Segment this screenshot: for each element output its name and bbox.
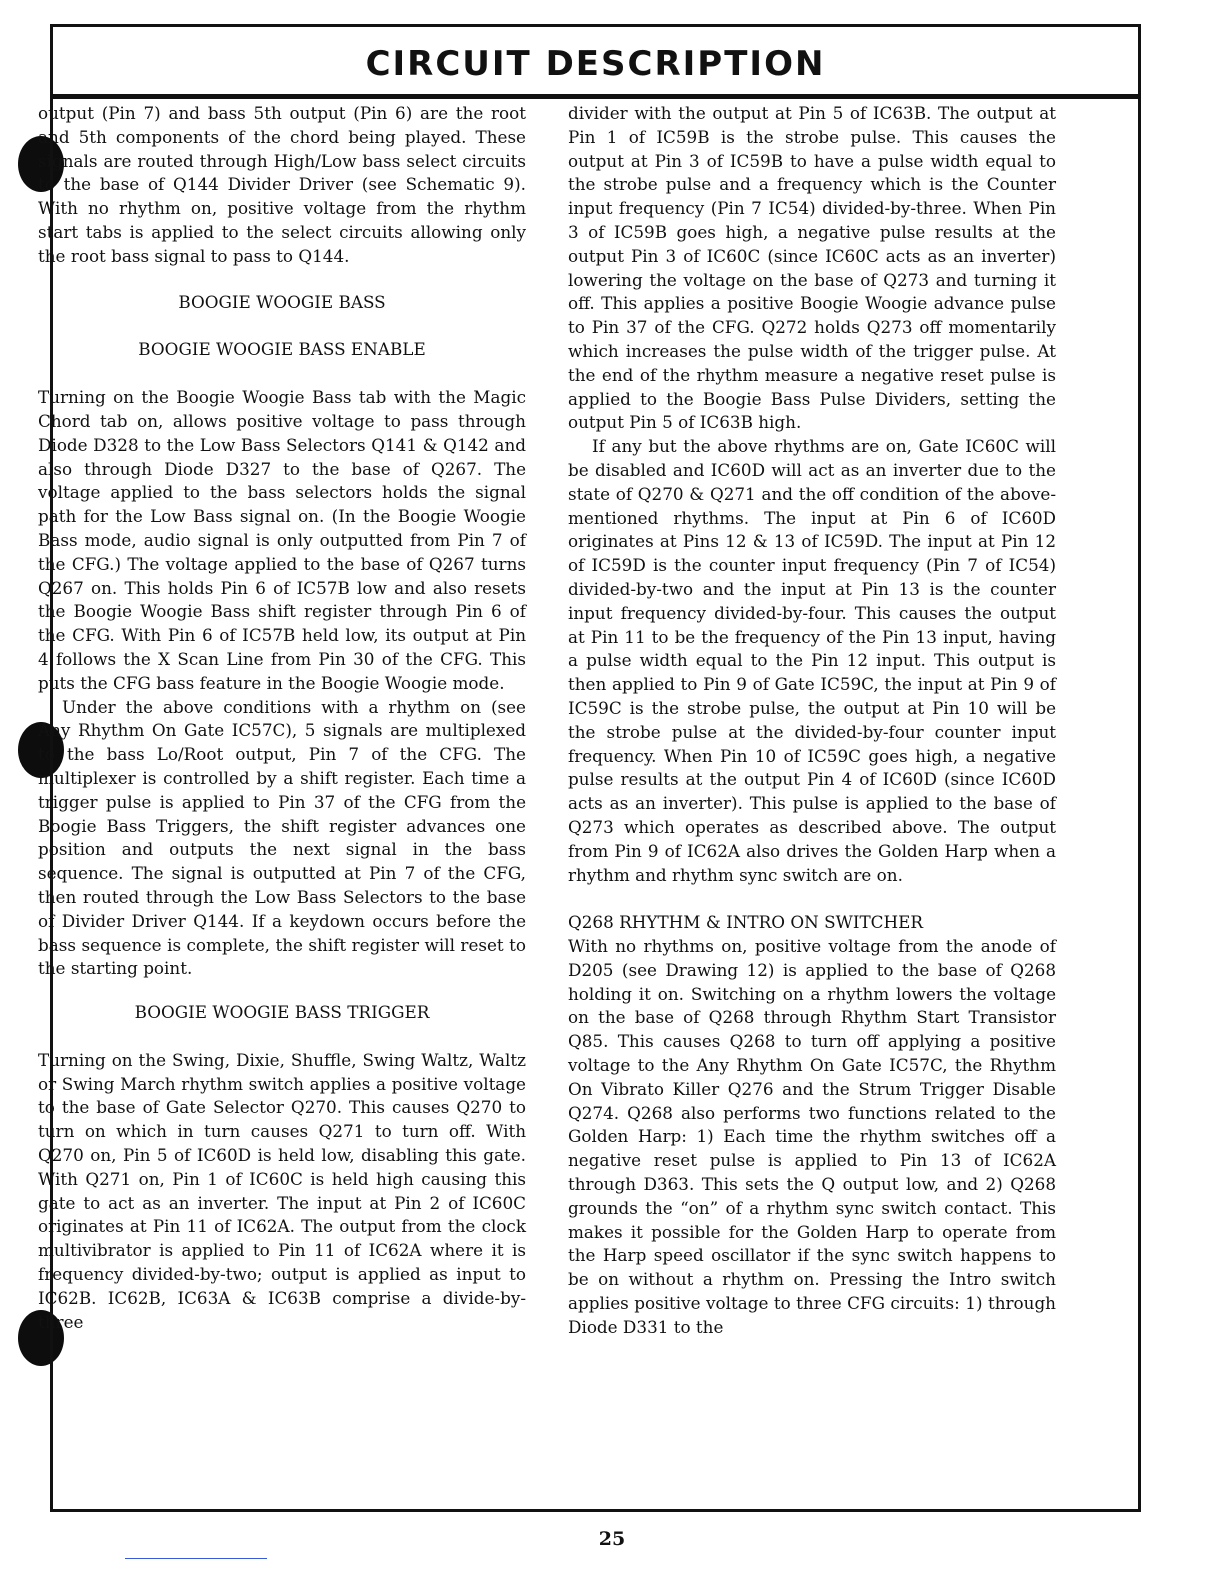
subsection-heading: BOOGIE WOOGIE BASS ENABLE: [138, 339, 426, 360]
paragraph: Turning on the Swing, Dixie, Shuffle, Swing Waltz, Waltz or Swing March rhythm switch applies a positive voltage to the base of Gate Selector Q270. This causes Q270 to turn on which in turn causes Q271 to turn off. With Q270 on, Pin 5 of IC60D is held low, disabling this gate. With Q271 on, Pin 1 of IC60C is held high causing this gate to act as an inverter. The input at Pin 2 of IC60C originates at Pin 11 of IC62A. The output from the clock multivibrator is applied to Pin 11 of IC62A where it is frequency divided-by-two; output is applied as input to IC62B. IC62B, IC63A & IC63B comprise a divide-by-three: [38, 1049, 526, 1332]
page-title: CIRCUIT DESCRIPTION: [365, 43, 826, 84]
subsection-heading: BOOGIE WOOGIE BASS TRIGGER: [134, 1002, 430, 1023]
footer-rule: [125, 1558, 267, 1559]
section-heading: Q268 RHYTHM & INTRO ON SWITCHER: [568, 912, 924, 933]
header-bar: [53, 27, 1138, 99]
page-number: 25: [598, 1528, 626, 1550]
section-heading: BOOGIE WOOGIE BASS: [178, 291, 386, 312]
paragraph: divider with the output at Pin 5 of IC63B. The output at Pin 1 of IC59B is the strobe pulse. This causes the output at Pin 3 of IC59B to have a pulse width equal to the strobe pulse and a frequency which is the Counter input frequency (Pin 7 IC54) divided-by-three. When Pin 3 of IC59B goes high, a negative pulse results at the output Pin 3 of IC60C (since IC60C acts as an inverter) lowering the voltage on the base of Q273 and turning it off. This applies a positive Boogie Woogie advance pulse to Pin 37 of the CFG. Q272 holds Q273 off momentarily which increases the pulse width of the trigger pulse. At the end of the rhythm measure a negative reset pulse is applied to the Boogie Bass Pulse Dividers, setting the output Pin 5 of IC63B high.: [568, 103, 1056, 433]
paragraph: If any but the above rhythms are on, Gate IC60C will be disabled and IC60D will act as an inverter due to the state of Q270 & Q271 and the off condition of the above-mentioned rhythms. The input at Pin 6 of IC60D originates at Pins 12 & 13 of IC59D. The input at Pin 12 of IC59D is the counter input frequency (Pin 7 of IC54) divided-by-two and the input at Pin 13 is the counter input frequency divided-by-four. This causes the output at Pin 11 to be the frequency of the Pin 13 input, having a pulse width equal to the Pin 12 input. This output is then applied to Pin 9 of Gate IC59C, the input at Pin 9 of IC59C is the strobe pulse, the output at Pin 10 will be the strobe pulse at the divided-by-four counter input frequency. When Pin 10 of IC59C goes high, a negative pulse results at the output Pin 4 of IC60D (since IC60D acts as an inverter). This pulse is applied to the base of Q273 which operates as described above. The output from Pin 9 of IC62A also drives the Golden Harp when a rhythm and rhythm sync switch are on.: [568, 436, 1056, 885]
left-column: [38, 102, 526, 1334]
paragraph: output (Pin 7) and bass 5th output (Pin 6) are the root and 5th components of the chord being played. These signals are routed through High/Low bass select circuits to the base of Q144 Divider Driver (see Schematic 9). With no rhythm on, positive voltage from the rhythm start tabs is applied to the select circuits allowing only the root bass signal to pass to Q144.: [38, 103, 526, 266]
paragraph: Turning on the Boogie Woogie Bass tab with the Magic Chord tab on, allows positive voltage to pass through Diode D328 to the Low Bass Selectors Q141 & Q142 and also through Diode D327 to the base of Q267. The voltage applied to the bass selectors holds the signal path for the Low Bass signal on. (In the Boogie Woogie Bass mode, audio signal is only outputted from Pin 7 of the CFG.) The voltage applied to the base of Q267 turns Q267 on. This holds Pin 6 of IC57B low and also resets the Boogie Woogie Bass shift register through Pin 6 of the CFG. With Pin 6 of IC57B held low, its output at Pin 4 follows the X Scan Line from Pin 30 of the CFG. This puts the CFG bass feature in the Boogie Woogie mode.: [38, 387, 526, 693]
paragraph: With no rhythms on, positive voltage from the anode of D205 (see Drawing 12) is applied to the base of Q268 holding it on. Switching on a rhythm lowers the voltage on the base of Q268 through Rhythm Start Transistor Q85. This causes Q268 to turn off applying a positive voltage to the Any Rhythm On Gate IC57C, the Rhythm On Vibrato Killer Q276 and the Strum Trigger Disable Q274. Q268 also performs two functions related to the Golden Harp: 1) Each time the rhythm switches off a negative reset pulse is applied to Pin 13 of IC62A through D363. This sets the Q output low, and 2) Q268 grounds the “on” of a rhythm sync switch contact. This makes it possible for the Golden Harp to operate from the Harp speed oscillator if the sync switch happens to be on without a rhythm on. Pressing the Intro switch applies positive voltage to three CFG circuits: 1) through Diode D331 to the: [568, 936, 1056, 1337]
right-column: [568, 102, 1056, 1340]
paragraph: Under the above conditions with a rhythm on (see Any Rhythm On Gate IC57C), 5 signals are multiplexed to the bass Lo/Root output, Pin 7 of the CFG. The multiplexer is controlled by a shift register. Each time a trigger pulse is applied to Pin 37 of the CFG from the Boogie Bass Triggers, the shift register advances one position and outputs the next signal in the bass sequence. The signal is outputted at Pin 7 of the CFG, then routed through the Low Bass Selectors to the base of Divider Driver Q144. If a keydown occurs before the bass sequence is complete, the shift register will reset to the starting point.: [38, 696, 526, 979]
